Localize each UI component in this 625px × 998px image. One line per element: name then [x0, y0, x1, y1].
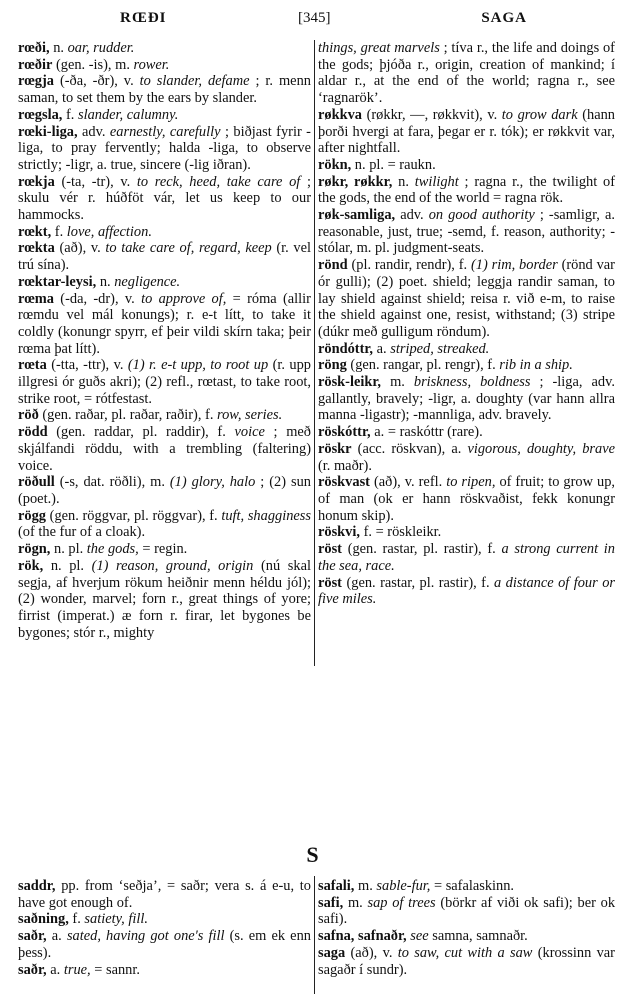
entry-headword: rögg [18, 507, 46, 524]
dictionary-entry [18, 174, 311, 224]
entry-headword: rökn, [318, 156, 352, 173]
entry-headword: rœkta [18, 240, 55, 257]
entry-headword: röskvi, [318, 524, 360, 541]
entry-entry-text: ; skulu vér r. húðföt vár, let us keep to our hammocks. [18, 173, 311, 224]
entry-headword: rœki-liga, [18, 123, 78, 140]
entry-headword: rœðir [18, 56, 53, 73]
entry-grammar: f. [363, 524, 372, 541]
entry-headword: rœktar-leysi, [18, 273, 97, 290]
entry-headword: rök, [18, 557, 44, 574]
entry-entry-text: (r. upp illgresi ór guðs akri); (2) refl., rœtast, to take root, strike root, = rótfestast. [18, 357, 311, 407]
entry-gloss: to approve of, [141, 290, 227, 307]
entry-gloss: to reck, heed, take care of [136, 173, 301, 190]
entry-grammar: (-s, dat. röðli), m. [59, 474, 165, 491]
entry-gloss: rower. [133, 56, 170, 73]
dictionary-entry [318, 945, 615, 978]
dictionary-entry [318, 524, 615, 541]
entry-grammar: (-tta, -ttr), v. [51, 357, 124, 374]
entry-headword: røkkva [318, 106, 362, 123]
entry-headword: safna, safnaðr, [318, 928, 407, 945]
entry-grammar: (-da, -dr), v. [60, 290, 135, 307]
entry-headword: rœði, [18, 40, 50, 56]
dictionary-entry [318, 474, 615, 524]
entry-entry-text: ; með skjálfandi röddu, with a trembling (faltering) voice. [18, 424, 311, 474]
dictionary-entry [318, 341, 615, 358]
entry-entry-text: (r. vel trú sína). [18, 240, 311, 274]
entry-gloss: twilight [414, 173, 459, 190]
entry-gloss: (1) reason, ground, origin [91, 557, 254, 574]
entry-headword: rödd [18, 424, 48, 441]
dictionary-entry [18, 424, 311, 474]
dictionary-entry [18, 911, 311, 928]
entry-gloss: love, affection. [66, 223, 152, 240]
entry-headword: saðning, [18, 911, 69, 928]
entry-gloss: satiety, fill. [84, 911, 148, 928]
entry-gloss: briskness, boldness [413, 374, 531, 391]
dictionary-entry [18, 558, 311, 642]
entry-headword: rönd [318, 257, 348, 274]
entry-gloss: to take care of, regard, keep [105, 240, 272, 257]
dictionary-entry [318, 575, 615, 608]
dictionary-entry [318, 928, 615, 945]
entry-gloss: vigorous, doughty, brave [467, 440, 615, 457]
dictionary-entry [318, 157, 615, 174]
entry-entry-text: = raskóttr (rare). [387, 424, 483, 441]
entry-gloss: earnestly, carefully [109, 123, 221, 140]
entry-headword: rœkja [18, 173, 55, 190]
entry-gloss: voice [234, 424, 265, 441]
entry-grammar: a. [376, 340, 387, 357]
entry-grammar: (gen. raðar, pl. raðar, raðir), f. [42, 407, 214, 424]
entry-headword: saðr, [18, 961, 47, 978]
entry-gloss: things, great marvels [318, 40, 440, 56]
entry-entry-text: = róma (allir rœmdu vel mál konungs); r. e-t lítt, to take it coldly (konungr spyrr, ef þeir vildi skírn taka; þeir rœma þat lítt). [18, 290, 311, 357]
column-divider-bottom [314, 876, 315, 994]
entry-headword: röskvast [318, 474, 370, 491]
header-left-word: RŒÐI [120, 10, 167, 26]
entry-gloss: striped, streaked. [390, 340, 490, 357]
entry-entry-text: vera s. á e-u, to have got enough of. [18, 878, 311, 911]
dictionary-entry [318, 541, 615, 574]
dictionary-entry [18, 224, 311, 241]
entry-headword: röskr [318, 440, 352, 457]
dictionary-entry [18, 878, 311, 911]
entry-gloss: a strong current in the sea, race. [318, 541, 615, 574]
entry-grammar: n. pl. [54, 541, 84, 558]
entry-headword: rögn, [18, 541, 51, 558]
entry-entry-text: samna, samnaðr. [432, 928, 528, 945]
entry-gloss: negligence. [114, 273, 181, 290]
dictionary-entry [18, 541, 311, 558]
entry-gloss: (1) glory, halo [169, 474, 256, 491]
dictionary-entry [318, 441, 615, 474]
entry-grammar: m. [358, 878, 373, 894]
dictionary-entry [318, 424, 615, 441]
page-header [20, 10, 605, 34]
entry-grammar: (gen. rangar, pl. rengr), f. [350, 357, 496, 374]
entry-entry-text: (r. maðr). [318, 457, 372, 474]
dictionary-entry [318, 207, 615, 257]
entry-gloss: sated, having got one's fill [66, 928, 225, 945]
entry-gloss: true, [63, 961, 91, 978]
entry-grammar: n. [99, 273, 111, 290]
header-right-word: SAGA [481, 10, 527, 26]
entry-grammar: (að), v. [59, 240, 101, 257]
entry-grammar: a. [51, 928, 62, 945]
entry-grammar: m. [347, 894, 363, 911]
dictionary-entry [318, 374, 615, 424]
entry-entry-text: = röskleikr. [375, 524, 442, 541]
left-column [18, 40, 311, 641]
entry-grammar: f. [72, 911, 81, 928]
entry-gloss: tuft, shagginess [221, 507, 311, 524]
entry-gloss: row, series. [217, 407, 283, 424]
entry-entry-text: (of the fur of a cloak). [18, 524, 146, 541]
entry-gloss: sap of trees [367, 894, 436, 911]
entry-grammar: n. pl. [50, 557, 85, 574]
dictionary-entry [318, 895, 615, 928]
s-left-column [18, 878, 311, 978]
dictionary-entry [318, 107, 615, 157]
entry-grammar: m. [390, 374, 405, 391]
dictionary-entry [318, 40, 615, 107]
entry-grammar: pp. from ‘seðja’, = saðr; [61, 878, 209, 894]
entry-grammar: (að), v. [350, 944, 393, 961]
entry-headword: rösk​óttr, [318, 424, 371, 441]
entry-grammar: n. [53, 40, 64, 56]
entry-gloss: the gods, [86, 541, 139, 558]
entry-grammar: (-ða, -ðr), v. [59, 73, 134, 90]
entry-headword: safali, [318, 878, 355, 894]
entry-entry-text: (s. em ek enn þess). [18, 928, 311, 961]
entry-headword: rösk-leikr, [318, 374, 382, 391]
dictionary-entry [18, 73, 311, 106]
entry-gloss: a distance of four or five miles. [318, 574, 615, 608]
entry-headword: röst [318, 574, 342, 591]
entry-grammar: (-ta, -tr), v. [61, 173, 131, 190]
right-column [318, 40, 615, 608]
entry-grammar: adv. [400, 207, 424, 224]
entry-entry-text: = regin. [142, 541, 188, 558]
entry-entry-text: ; -samligr, a. reasonable, just, true; -semd, f. reason, authority; -stólar, m. pl. judgment-seats. [318, 207, 615, 257]
dictionary-entry [18, 928, 311, 961]
entry-gloss: (1) r. e-t upp, to root up [127, 357, 269, 374]
entry-gloss: to grow dark [501, 106, 578, 123]
entry-headword: röst [318, 541, 342, 558]
entry-entry-text: ; (2) sun (poet.). [18, 474, 311, 507]
entry-gloss: see [410, 928, 429, 945]
entry-grammar: a. [50, 961, 61, 978]
entry-grammar: f. [54, 223, 64, 240]
entry-entry-text: (hann þorði hvergi at fara, þegar er r. tók); er røkkvit var, after nightfall. [318, 106, 615, 157]
entry-grammar: (røkkr, —, røkkvit), v. [366, 106, 498, 123]
entry-grammar: (gen. rastar, pl. rastir), f. [346, 574, 490, 591]
entry-grammar: (gen. röggvar, pl. röggvar), f. [49, 507, 218, 524]
entry-entry-text: ; r. menn saman, to set them by the ears by slander. [18, 73, 311, 107]
entry-grammar: (að), v. refl. [374, 474, 443, 491]
entry-entry-text: of fruit; to grow up, of man (ok er hann röskvaðist, fekk konungr honum skip). [318, 474, 615, 524]
entry-entry-text: ; -liga, adv. gallantly, bravely; -ligr, a. doughty (var hann allra manna -ligastr); -mannliga, adv. bravely. [318, 374, 615, 424]
entry-headword: rœma [18, 290, 54, 307]
entry-gloss: slander, calumny. [77, 106, 179, 123]
entry-gloss: to ripen, [446, 474, 496, 491]
dictionary-entry [18, 291, 311, 358]
dictionary-entry [18, 40, 311, 57]
entry-headword: saðr, [18, 928, 47, 945]
entry-headword: röng [318, 357, 347, 374]
entry-grammar: (gen. -is), m. [55, 56, 130, 73]
dictionary-entry [18, 124, 311, 174]
dictionary-entry [318, 357, 615, 374]
dictionary-entry [18, 474, 311, 507]
entry-gloss: oar, rudder. [67, 40, 135, 56]
entry-headword: rœgsla, [18, 106, 63, 123]
entry-entry-text: (nú skal segja, af hverjum rökum heiðnir menn héldu jól); (2) wonder, marvel; forn r., great things of yore; firrist (imperat.) æ forn r. firar, let bygones be bygones; stór r., mighty [18, 557, 311, 641]
dictionary-entry [318, 878, 615, 895]
entry-entry-text: ; ragna r., the twilight of the gods, the end of the world = ragna rök. [318, 173, 616, 207]
entry-grammar: n. pl. [354, 156, 384, 173]
entry-gloss: on good authority [428, 207, 535, 224]
entry-headword: saddr, [18, 878, 56, 894]
dictionary-entry [18, 107, 311, 124]
dictionary-entry [18, 57, 311, 74]
entry-gloss: to slander, defame [139, 73, 250, 90]
entry-headword: røk-samliga, [318, 207, 396, 224]
dictionary-entry [18, 357, 311, 407]
entry-entry-text: ; biðjast fyrir -liga, to pray fervently; halda -liga, to observe strictly; -ligr, a. true, sincere (-lig iðran). [18, 123, 311, 173]
entry-gloss: rib in a ship. [499, 357, 573, 374]
entry-gloss: sable-fur, [376, 878, 431, 894]
dictionary-entry [18, 407, 311, 424]
section-letter: S [306, 842, 319, 867]
entry-headword: röndóttr, [318, 340, 374, 357]
entry-entry-text: = sannr. [94, 961, 140, 978]
dictionary-entry [18, 240, 311, 273]
s-right-column [318, 878, 615, 978]
entry-entry-text: = raukn. [387, 156, 436, 173]
entry-grammar: (acc. röskvan), a. [357, 440, 462, 457]
entry-entry-text: (börkr af viði ok safi); ber ok safi). [318, 894, 616, 928]
dictionary-entry [18, 962, 311, 979]
entry-grammar: (gen. raddar, pl. raddir), f. [56, 424, 226, 441]
entry-gloss: to saw, cut with a saw [397, 944, 533, 961]
entry-grammar: a. [374, 424, 385, 441]
entry-grammar: n. [398, 173, 409, 190]
entry-headword: rœgja [18, 73, 54, 90]
entry-headword: rœta [18, 357, 47, 374]
entry-grammar: (pl. randir, rendr), f. [351, 257, 468, 274]
entry-headword: røkr, røkkr, [318, 173, 393, 190]
entry-gloss: (1) rim, border [470, 257, 558, 274]
entry-entry-text: ; tíva r., the life and doings of the gods; þjóða r., origin, creation of mankind; í aldar r., at the end of the world; ragna r., see ‘ragnarök’. [318, 40, 615, 107]
entry-headword: röð [18, 407, 39, 424]
dictionary-entry [18, 508, 311, 541]
page-number: [345] [298, 10, 331, 26]
entry-headword: saga [318, 944, 346, 961]
entry-grammar: f. [65, 106, 75, 123]
column-divider-top [314, 40, 315, 666]
dictionary-entry [18, 274, 311, 291]
entry-headword: safi, [318, 894, 344, 911]
dictionary-entry [318, 174, 615, 207]
entry-entry-text: (rönd var ór gulli); (2) poet. shield; leggja randir saman, to lay shield against shield; reisa r. við e-m, to raise the shield against one, resist, withstand; (3) stripe (dúkr með gulligum röndum). [318, 257, 615, 340]
entry-entry-text: (krossinn var sagaðr í sundr). [318, 944, 615, 978]
dictionary-entry [318, 257, 615, 341]
entry-grammar: adv. [82, 123, 106, 140]
entry-headword: röðull [18, 474, 55, 491]
entry-grammar: (gen. rastar, pl. rastir), f. [347, 541, 496, 558]
entry-headword: rœkt, [18, 223, 52, 240]
entry-entry-text: = safalaskinn. [433, 878, 515, 894]
